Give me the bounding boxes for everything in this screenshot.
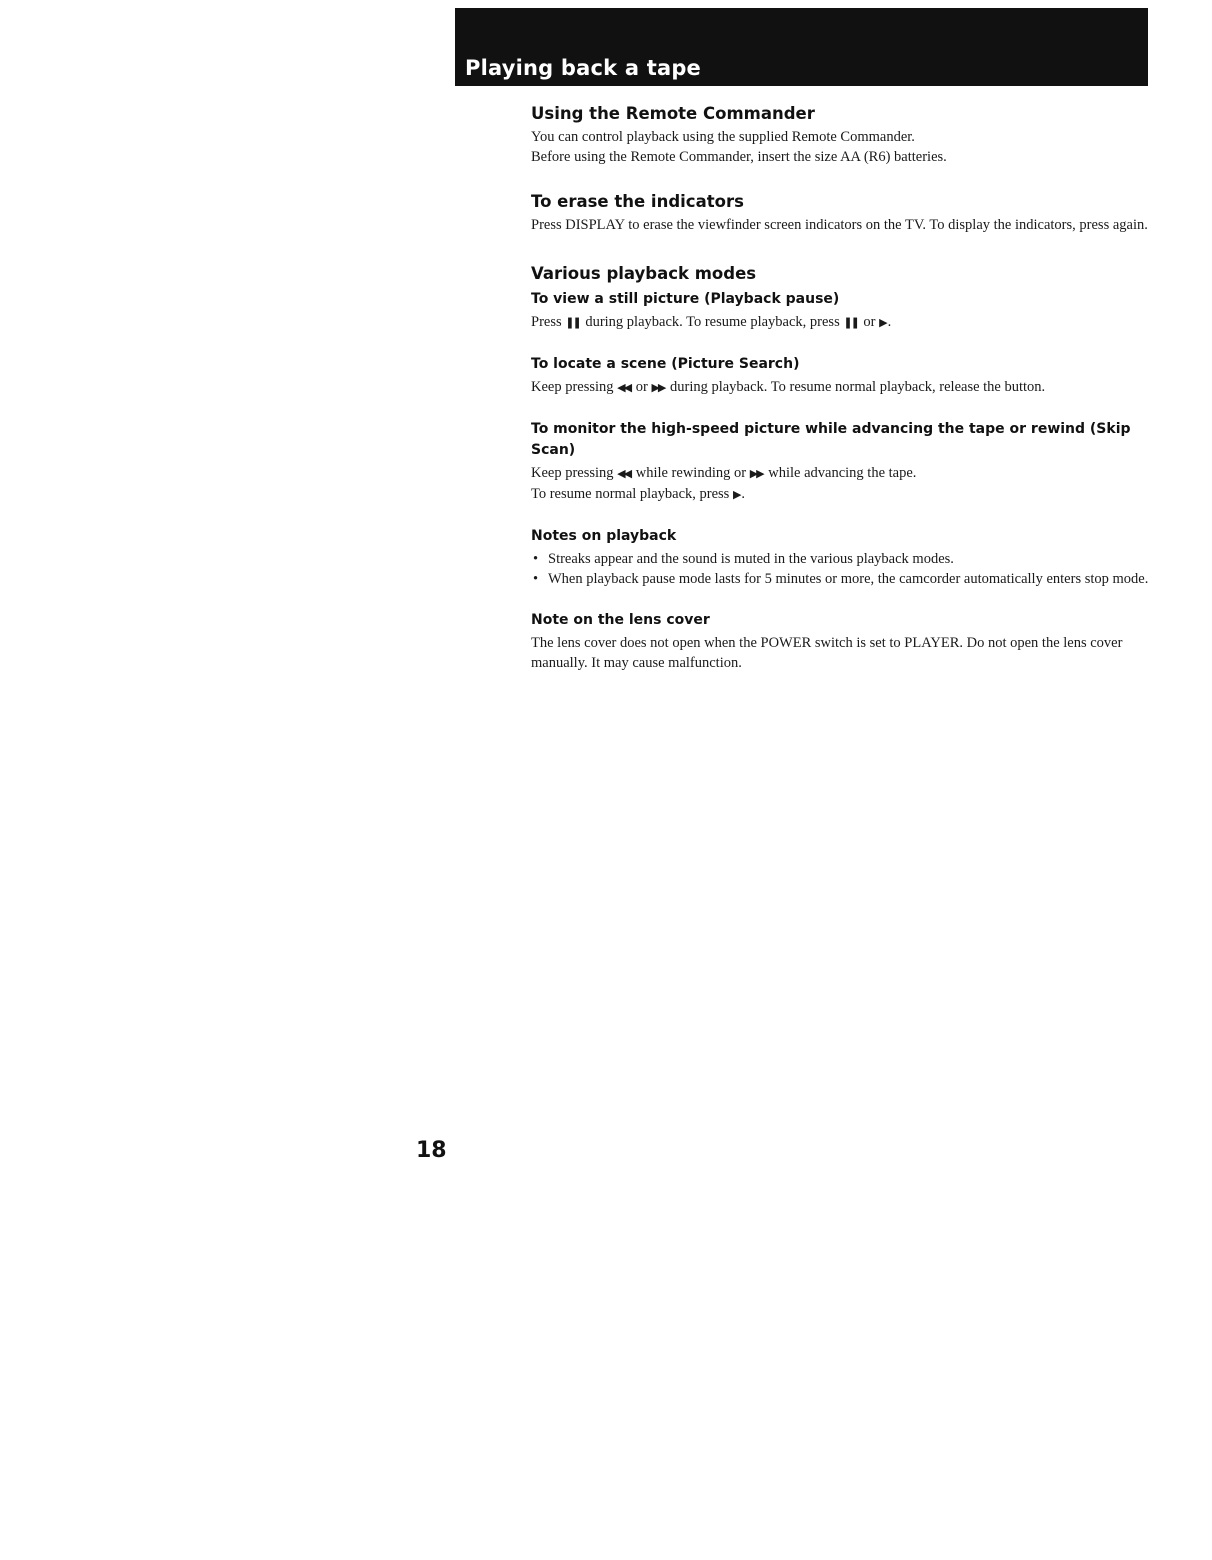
remote-section <box>531 104 1151 167</box>
play-icon: ▶ <box>732 488 740 501</box>
notes-heading: Notes on playback <box>531 528 677 544</box>
rewind-icon: ◀◀ <box>617 467 631 480</box>
still-heading: To view a still picture (Playback pause) <box>531 291 840 307</box>
search-subsection <box>531 354 1151 398</box>
pause-icon: ❚❚ <box>843 316 858 329</box>
play-icon: ▶ <box>879 316 886 329</box>
list-item: • Streaks appear and the sound is muted in the various playback modes. <box>531 549 1151 569</box>
list-item: • When playback pause mode lasts for 5 minutes or more, the camcorder automatically enters stop mode. <box>531 569 1151 589</box>
still-text: Press ❚❚ during playback. To resume playback, press ❚❚ or ▶ . <box>531 314 892 330</box>
lens-subsection <box>531 610 1151 673</box>
section-title-bar <box>455 8 1148 86</box>
remote-heading: Using the Remote Commander <box>531 104 815 123</box>
search-heading: To locate a scene (Picture Search) <box>531 356 800 372</box>
modes-section <box>531 264 1151 673</box>
pause-icon: ❚❚ <box>565 316 580 329</box>
search-text: Keep pressing ◀◀ or ▶▶ during playback. To resume normal playback, release the button. <box>531 379 1046 395</box>
main-content <box>531 104 1151 673</box>
notes-subsection <box>531 526 1151 589</box>
still-subsection <box>531 289 1151 333</box>
skip-subsection <box>531 419 1151 505</box>
erase-text: Press DISPLAY to erase the viewfinder screen indicators on the TV. To display the indicators, press again. <box>531 217 1148 233</box>
remote-line-1: You can control playback using the supplied Remote Commander. <box>531 129 915 145</box>
erase-section <box>531 192 1151 235</box>
skip-heading: To monitor the high-speed picture while advancing the tape or rewind (Skip Scan) <box>531 421 1131 458</box>
notes-list <box>531 549 1151 589</box>
page-number: 18 <box>416 1138 447 1163</box>
skip-text-2: To resume normal playback, press ▶ . <box>531 486 746 502</box>
page-title: Playing back a tape <box>465 56 701 80</box>
fast-forward-icon: ▶▶ <box>651 381 665 394</box>
lens-heading: Note on the lens cover <box>531 612 710 628</box>
rewind-icon: ◀◀ <box>617 381 631 394</box>
fast-forward-icon: ▶▶ <box>749 467 763 480</box>
lens-text: The lens cover does not open when the POWER switch is set to PLAYER. Do not open the lens cover manually. It may cause malfunction. <box>531 635 1123 671</box>
remote-line-2: Before using the Remote Commander, insert the size AA (R6) batteries. <box>531 149 947 165</box>
modes-heading: Various playback modes <box>531 264 757 283</box>
erase-heading: To erase the indicators <box>531 192 744 211</box>
skip-text-1: Keep pressing ◀◀ while rewinding or ▶▶ while advancing the tape. <box>531 465 917 481</box>
